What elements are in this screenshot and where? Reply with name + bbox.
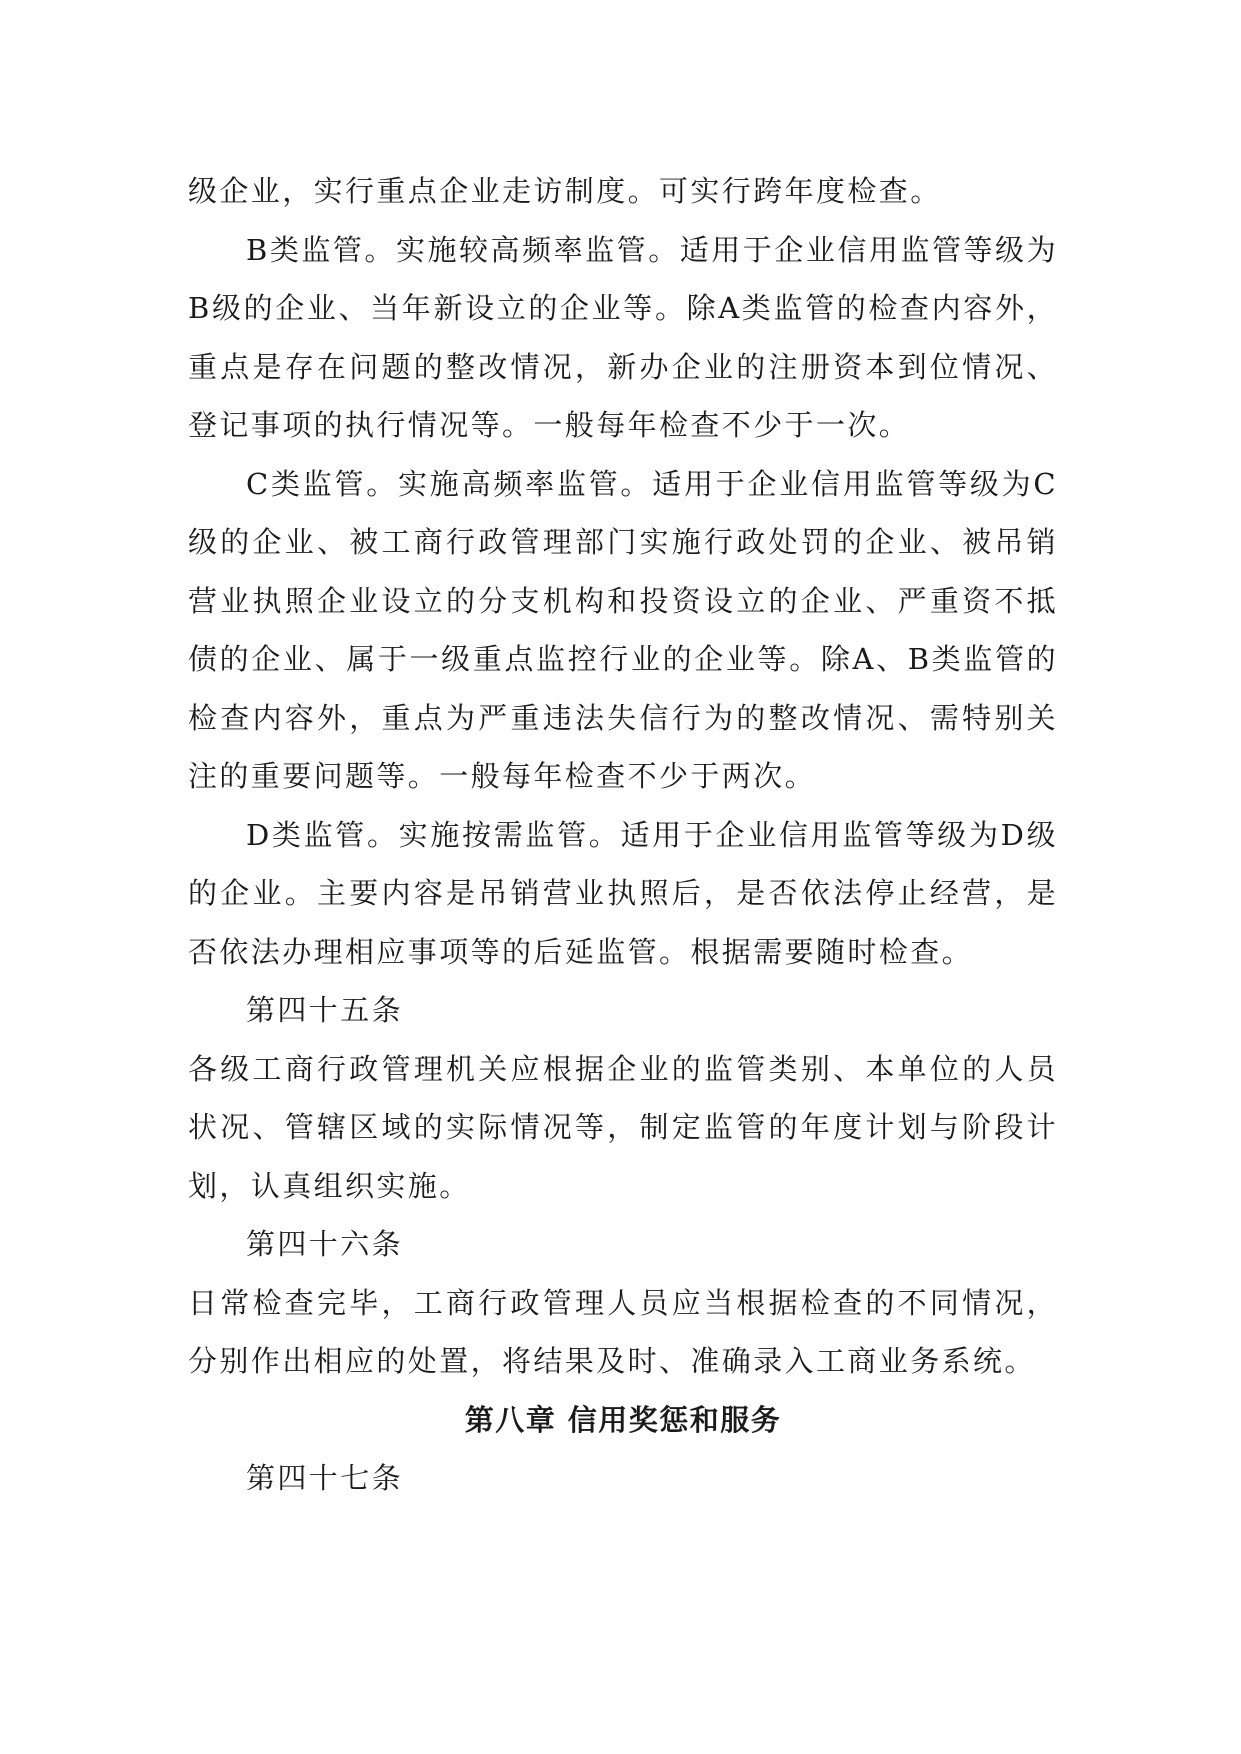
chapter-8-title: 第八章 信用奖惩和服务 [464,1402,782,1437]
article-45-body: 各级工商行政管理机关应根据企业的监管类别、本单位的人员状况、管辖区域的实际情况等，制定监管的年度计划与阶段计划，认真组织实施。 [188,1051,1058,1203]
paragraph-d-class-supervision: D类监管。实施按需监管。适用于企业信用监管等级为D级的企业。主要内容是吊销营业执照后，是否依法停止经营，是否依法办理相应事项等的后延监管。根据需要随时检查。 [188,817,1058,969]
article-47-heading: 第四十七条 [246,1461,404,1495]
document-body [188,162,1058,1508]
article-46-body: 日常检查完毕，工商行政管理人员应当根据检查的不同情况，分别作出相应的处置，将结果及时、准确录入工商业务系统。 [188,1285,1058,1378]
paragraph-c-class-supervision: C类监管。实施高频率监管。适用于企业信用监管等级为C级的企业、被工商行政管理部门实施行政处罚的企业、被吊销营业执照企业设立的分支机构和投资设立的企业、严重资不抵债的企业、属于一级重点监控行业的企业等。除A、B类监管的检查内容外，重点为严重违法失信行为的整改情况、需特别关注的重要问题等。一般每年检查不少于两次。 [188,466,1058,793]
paragraph-a-class-continuation: 级企业，实行重点企业走访制度。可实行跨年度检查。 [188,174,942,208]
article-46-heading: 第四十六条 [246,1227,404,1261]
article-45-heading: 第四十五条 [246,993,404,1027]
paragraph-b-class-supervision: B类监管。实施较高频率监管。适用于企业信用监管等级为B级的企业、当年新设立的企业等。除A类监管的检查内容外，重点是存在问题的整改情况，新办企业的注册资本到位情况、登记事项的执行情况等。一般每年检查不少于一次。 [188,232,1058,442]
